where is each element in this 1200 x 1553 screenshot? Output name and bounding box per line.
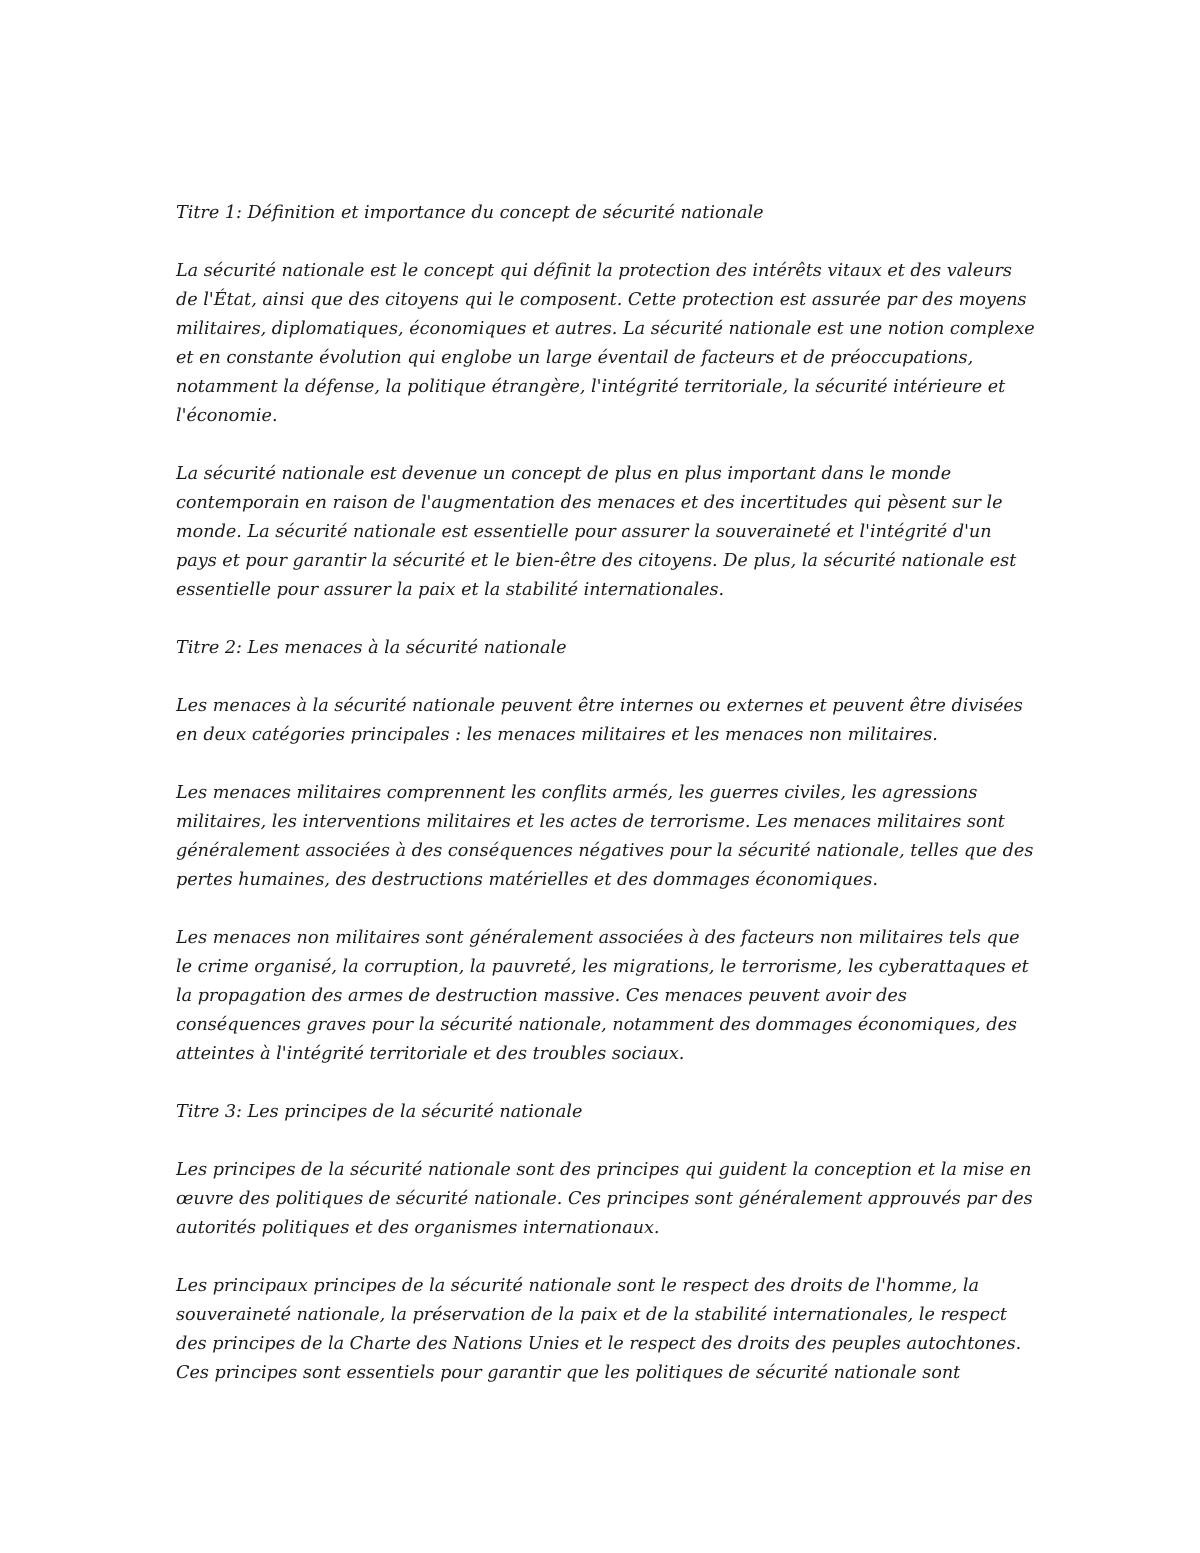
section-heading: Titre 1: Définition et importance du concept de sécurité nationale (176, 203, 764, 223)
paragraph: Les menaces à la sécurité nationale peuvent être internes ou externes et peuvent être divisées en deux catégories principales : les menaces militaires et les menaces non militaires. (176, 696, 1023, 745)
paragraph: La sécurité nationale est le concept qui définit la protection des intérêts vitaux et des valeurs de l'État, ainsi que des citoyens qui le composent. Cette protection est assurée par des moyens militaires, diplomatiques, économiques et autres. La sécurité nationale est une notion complexe et en constante évolution qui englobe un large éventail de facteurs et de préoccupations, notamment la défense, la politique étrangère, l'intégrité territoriale, la sécurité intérieure et l'économie. (176, 261, 1035, 426)
paragraph: Les principaux principes de la sécurité nationale sont le respect des droits de l'homme, la souveraineté nationale, la préservation de la paix et de la stabilité internationales, le respect des principes de la Charte des Nations Unies et le respect des droits des peuples autochtones. Ces principes sont essentiels pour garantir que les politiques de sécurité nationale sont (176, 1276, 1022, 1383)
section-heading: Titre 2: Les menaces à la sécurité nationale (176, 638, 567, 658)
document-body (176, 199, 1036, 1388)
section-heading: Titre 3: Les principes de la sécurité nationale (176, 1102, 583, 1122)
paragraph: Les menaces militaires comprennent les conflits armés, les guerres civiles, les agressions militaires, les interventions militaires et les actes de terrorisme. Les menaces militaires sont généralement associées à des conséquences négatives pour la sécurité nationale, telles que des pertes humaines, des destructions matérielles et des dommages économiques. (176, 783, 1034, 890)
paragraph: La sécurité nationale est devenue un concept de plus en plus important dans le monde contemporain en raison de l'augmentation des menaces et des incertitudes qui pèsent sur le monde. La sécurité nationale est essentielle pour assurer la souveraineté et l'intégrité d'un pays et pour garantir la sécurité et le bien-être des citoyens. De plus, la sécurité nationale est essentielle pour assurer la paix et la stabilité internationales. (176, 464, 1017, 600)
paragraph: Les menaces non militaires sont généralement associées à des facteurs non militaires tels que le crime organisé, la corruption, la pauvreté, les migrations, le terrorisme, les cyberattaques et la propagation des armes de destruction massive. Ces menaces peuvent avoir des conséquences graves pour la sécurité nationale, notamment des dommages économiques, des atteintes à l'intégrité territoriale et des troubles sociaux. (176, 928, 1029, 1064)
paragraph: Les principes de la sécurité nationale sont des principes qui guident la conception et la mise en œuvre des politiques de sécurité nationale. Ces principes sont généralement approuvés par des autorités politiques et des organismes internationaux. (176, 1160, 1033, 1238)
